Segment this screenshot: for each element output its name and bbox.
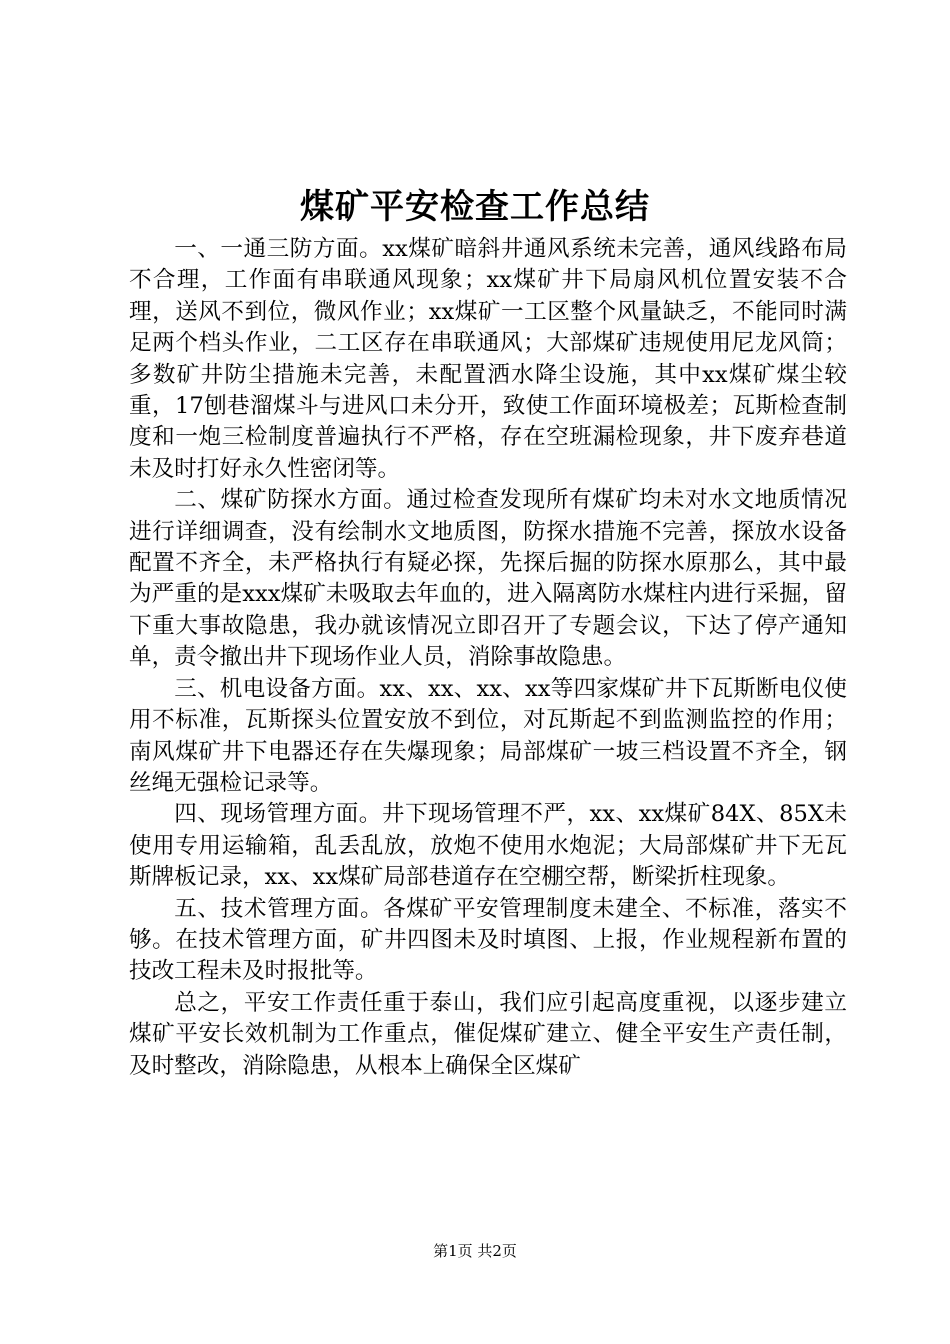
paragraph-ventilation: 一、一通三防方面。xx煤矿暗斜井通风系统未完善，通风线路布局不合理，工作面有串联通风现象；xx煤矿井下局扇风机位置安装不合理，送风不到位，微风作业；xx煤矿一工区整个风量缺乏，不能同时满足两个档头作业，二工区存在串联通风；大部煤矿违规使用尼龙风筒；多数矿井防尘措施未完善，未配置洒水降尘设施，其中xx煤矿煤尘较重，17刨巷溜煤斗与进风口未分开，致使工作面环境极差；瓦斯检查制度和一炮三检制度普遍执行不严格，存在空班漏检现象，井下废弃巷道未及时打好永久性密闭等。 [129,236,847,482]
document-body [129,234,847,1082]
paragraph-site-management: 四、现场管理方面。井下现场管理不严，xx、xx煤矿84X、85X未使用专用运输箱，乱丢乱放，放炮不使用水炮泥；大局部煤矿井下无瓦斯牌板记录，xx、xx煤矿局部巷道存在空棚空帮，断梁折柱现象。 [129,801,847,891]
paragraph-electromechanical: 三、机电设备方面。xx、xx、xx、xx等四家煤矿井下瓦斯断电仪使用不标准，瓦斯探头位置安放不到位，对瓦斯起不到监测监控的作用；南风煤矿井下电器还存在失爆现象；局部煤矿一坡三档设置不齐全，钢丝绳无强检记录等。 [129,675,847,796]
paragraph-technical-management: 五、技术管理方面。各煤矿平安管理制度未建全、不标准，落实不够。在技术管理方面，矿井四图未及时填图、上报，作业规程新布置的技改工程未及时报批等。 [129,895,847,985]
page-number-footer: 第1页 共2页 [433,1242,517,1260]
document-title: 煤矿平安检查工作总结 [300,187,650,227]
paragraph-water-prevention: 二、煤矿防探水方面。通过检查发现所有煤矿均未对水文地质情况进行详细调查，没有绘制水文地质图，防探水措施不完善，探放水设备配置不齐全，未严格执行有疑必探，先探后掘的防探水原那么，其中最为严重的是xxx煤矿未吸取去年血的，进入隔离防水煤柱内进行采掘，留下重大事故隐患，我办就该情况立即召开了专题会议，下达了停产通知单，责令撤出井下现场作业人员，消除事故隐患。 [129,487,847,671]
paragraph-conclusion: 总之，平安工作责任重于泰山，我们应引起高度重视，以逐步建立煤矿平安长效机制为工作重点，催促煤矿建立、健全平安生产责任制，及时整改，消除隐患，从根本上确保全区煤矿 [129,989,847,1079]
